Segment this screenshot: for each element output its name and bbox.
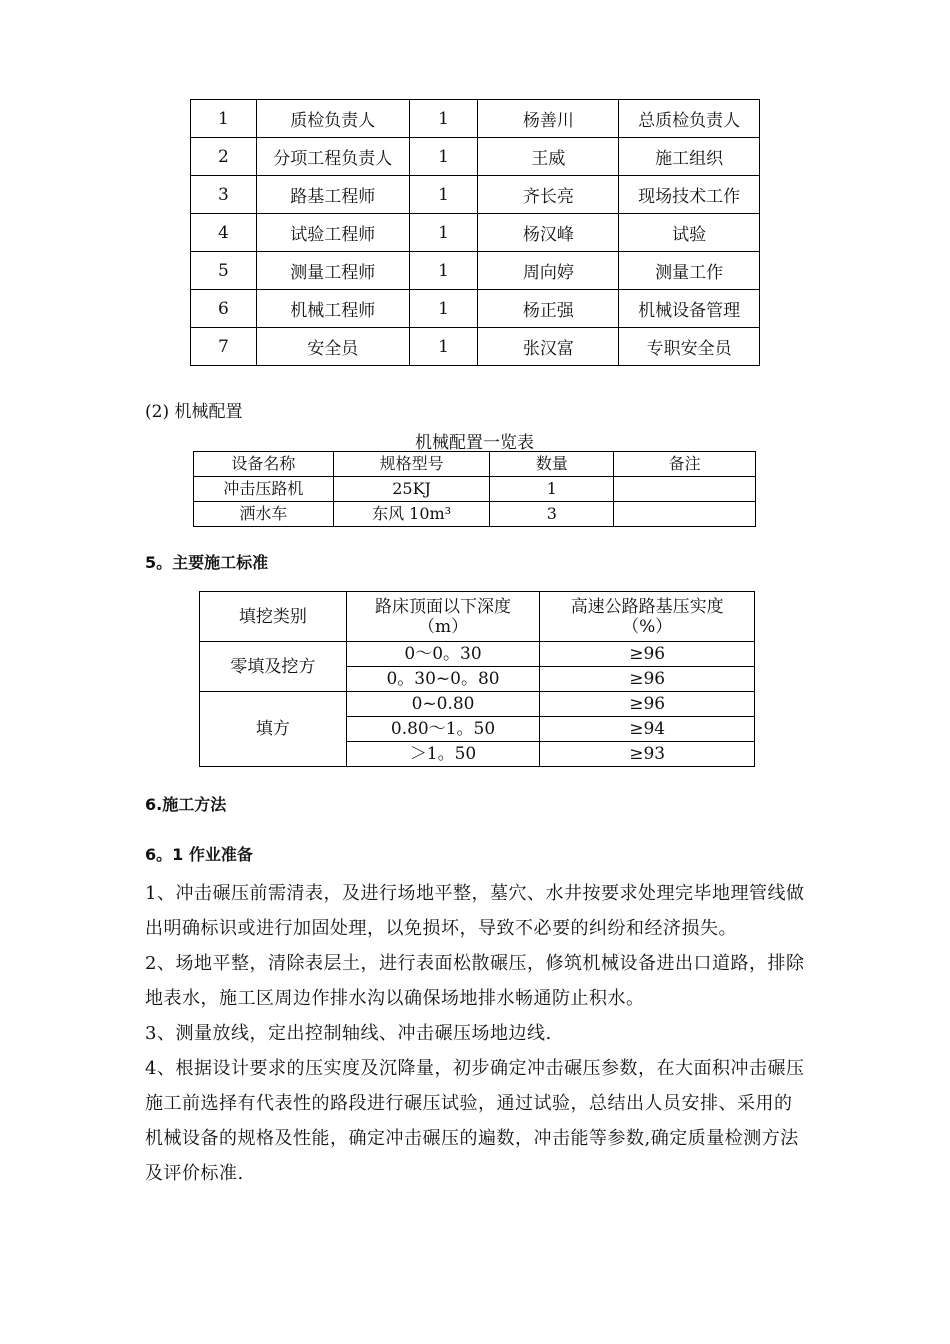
column-header: 填挖类别 <box>200 592 347 642</box>
table-cell: 1 <box>409 176 478 214</box>
table-cell: 6 <box>191 290 257 328</box>
column-header: 路床顶面以下深度 （m） <box>346 592 540 642</box>
table-cell: 25KJ <box>333 477 490 502</box>
table-header-row <box>200 592 755 642</box>
method-subheading: 6。1 作业准备 <box>145 845 253 864</box>
table-cell: 冲击压路机 <box>194 477 334 502</box>
table-row <box>200 692 755 717</box>
table-cell: 1 <box>490 477 614 502</box>
column-header: 规格型号 <box>333 452 490 477</box>
table-row <box>194 502 756 527</box>
category-cell: 填方 <box>200 692 347 767</box>
table-row <box>191 138 760 176</box>
compaction-standards-table <box>199 591 755 767</box>
table-cell: 1 <box>191 100 257 138</box>
table-cell: 总质检负责人 <box>619 100 760 138</box>
table-cell: 1 <box>409 214 478 252</box>
table-row <box>191 100 760 138</box>
table-cell: ≥94 <box>540 717 755 742</box>
method-paragraphs <box>145 876 809 1191</box>
paragraph: 3、测量放线，定出控制轴线、冲击碾压场地边线. <box>145 1023 552 1044</box>
table-cell: 机械设备管理 <box>619 290 760 328</box>
table-cell: 7 <box>191 328 257 366</box>
table-header-row <box>194 452 756 477</box>
table-cell: 0.80～1。50 <box>346 717 540 742</box>
category-cell: 零填及挖方 <box>200 642 347 692</box>
paragraph: 1、冲击碾压前需清表，及进行场地平整，墓穴、水井按要求处理完毕地理管线做出明确标识或进行加固处理，以免损坏，导致不必要的纠纷和经济损失。 <box>145 883 805 939</box>
table-cell: 1 <box>409 138 478 176</box>
table-cell: 杨正强 <box>478 290 619 328</box>
table-cell: 5 <box>191 252 257 290</box>
table-cell: 专职安全员 <box>619 328 760 366</box>
table-row <box>191 214 760 252</box>
table-cell: 安全员 <box>256 328 409 366</box>
table-cell <box>614 502 756 527</box>
table-cell: 1 <box>409 252 478 290</box>
table-cell: 3 <box>490 502 614 527</box>
column-header: 高速公路路基压实度 （%） <box>540 592 755 642</box>
table-cell: ≥96 <box>540 692 755 717</box>
table-cell <box>614 477 756 502</box>
machinery-heading: (2) 机械配置 <box>145 402 243 422</box>
table-cell: 杨善川 <box>478 100 619 138</box>
table-cell: 路基工程师 <box>256 176 409 214</box>
table-cell: 王威 <box>478 138 619 176</box>
table-row <box>194 477 756 502</box>
table-cell: 1 <box>409 328 478 366</box>
table-cell: 测量工程师 <box>256 252 409 290</box>
table-cell: 试验 <box>619 214 760 252</box>
table-cell: 1 <box>409 290 478 328</box>
table-cell: ＞1。50 <box>346 742 540 767</box>
paragraph: 2、场地平整，清除表层土，进行表面松散碾压，修筑机械设备进出口道路，排除地表水，施工区周边作排水沟以确保场地排水畅通防止积水。 <box>145 953 805 1009</box>
machinery-table <box>193 451 756 527</box>
table-row <box>191 176 760 214</box>
table-row <box>191 328 760 366</box>
table-cell: 3 <box>191 176 257 214</box>
table-cell: ≥93 <box>540 742 755 767</box>
table-cell: 0～0。30 <box>346 642 540 667</box>
column-header: 备注 <box>614 452 756 477</box>
table-cell: 测量工作 <box>619 252 760 290</box>
paragraph: 4、根据设计要求的压实度及沉降量，初步确定冲击碾压参数，在大面积冲击碾压施工前选择有代表性的路段进行碾压试验，通过试验，总结出人员安排、采用的机械设备的规格及性能，确定冲击碾压的遍数，冲击能等参数,确定质量检测方法及评价标准. <box>145 1058 805 1184</box>
table-row <box>200 642 755 667</box>
staff-table <box>190 99 760 366</box>
table-cell: 东风 10m³ <box>333 502 490 527</box>
table-cell: 0~0.80 <box>346 692 540 717</box>
table-cell: 杨汉峰 <box>478 214 619 252</box>
table-cell: 施工组织 <box>619 138 760 176</box>
table-row <box>191 252 760 290</box>
table-cell: ≥96 <box>540 667 755 692</box>
standards-heading: 5。主要施工标准 <box>145 553 269 572</box>
table-cell: 0。30~0。80 <box>346 667 540 692</box>
method-heading: 6.施工方法 <box>145 795 227 814</box>
table-cell: 洒水车 <box>194 502 334 527</box>
table-cell: 机械工程师 <box>256 290 409 328</box>
table-cell: 1 <box>409 100 478 138</box>
table-cell: 4 <box>191 214 257 252</box>
table-cell: 2 <box>191 138 257 176</box>
column-header: 设备名称 <box>194 452 334 477</box>
table-cell: 试验工程师 <box>256 214 409 252</box>
machinery-table-caption: 机械配置一览表 <box>415 433 534 453</box>
column-header: 数量 <box>490 452 614 477</box>
table-cell: 齐长亮 <box>478 176 619 214</box>
table-cell: 张汉富 <box>478 328 619 366</box>
table-cell: 现场技术工作 <box>619 176 760 214</box>
table-cell: ≥96 <box>540 642 755 667</box>
table-cell: 质检负责人 <box>256 100 409 138</box>
table-cell: 周向婷 <box>478 252 619 290</box>
table-cell: 分项工程负责人 <box>256 138 409 176</box>
table-row <box>191 290 760 328</box>
